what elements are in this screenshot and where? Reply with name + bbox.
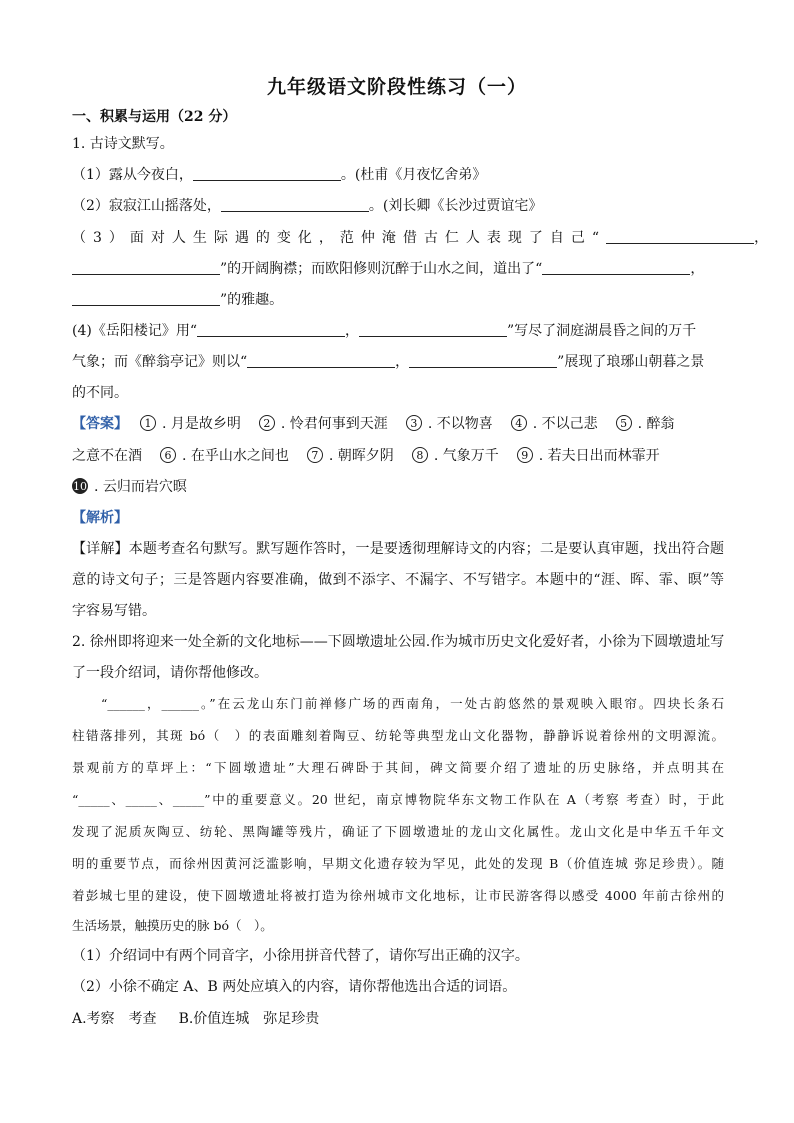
detail-line-1: 【详解】本题考查名句默写。默写题作答时，一是要透彻理解诗文的内容；二是要认真审题，找出符合题 (72, 541, 724, 557)
option-b[interactable]: B.价值连城 弥足珍贵 (178, 1011, 320, 1027)
q1-item-3-line1: （3）面对人生际遇的变化，范仲淹借古仁人表现了自己“ ， (72, 230, 769, 246)
detail-line-3: 字容易写错。 (72, 603, 156, 619)
question-2-sub-2: （2）小徐不确定 A、B 两处应填入的内容，请你帮他选出合适的词语。 (72, 979, 517, 995)
answer-line-1: 【答案】 1 . 月是故乡明 2 . 怜君何事到天涯 3 . 不以物喜 4 . 不以己悲 5 . 醉翁 (72, 416, 675, 432)
passage-line-7: 着彭城七里的建设，使下圆墩遗址将被打造为徐州城市文化地标，让市民游客得以感受 4000 年前古徐州的 (72, 888, 724, 903)
question-2-stem-line2: 了一段介绍词，请你帮他修改。 (72, 665, 268, 681)
q1-item-1: （1）露从今夜白， 。(杜甫《月夜忆舍弟》 (72, 167, 487, 183)
passage-line-4: “_____、_____、_____”中的重要意义。20 世纪，南京博物院华东文物工作队在 A（考察 考查）时，于此 (72, 792, 724, 807)
q1-item-4-line1: (4)《岳阳楼记》用“ ， ”写尽了洞庭湖晨昏之间的万千 (72, 323, 697, 339)
answer-blank[interactable] (359, 322, 507, 337)
answer-line-2: 之意不在酒 6 . 在乎山水之间也 7 . 朝晖夕阴 8 . 气象万千 9 . 若夫日出而林霏开 (72, 448, 660, 464)
q1-item-3-line3: ”的雅趣。 (72, 290, 724, 310)
answer-blank[interactable] (72, 260, 220, 275)
answer-blank[interactable] (247, 353, 395, 368)
passage-line-1: “______，______。”在云龙山东门前禅修广场的西南角，一处古韵悠然的景观映入眼帘。四块长条石 (72, 696, 724, 711)
answer-line-3: 10 . 云归而岩穴暝 (73, 479, 187, 495)
answer-blank[interactable] (221, 197, 369, 212)
passage-line-2: 柱错落排列，其斑 bó（ ）的表面雕刻着陶豆、纺轮等典型龙山文化器物，静静诉说着徐州的文明源流。 (72, 728, 724, 743)
option-a[interactable]: A.考察 考查 (72, 1011, 157, 1027)
q1-item-4-line2: 气象；而《醉翁亭记》则以“ ， ”展现了琅琊山朝暮之景 (72, 354, 705, 370)
answer-blank[interactable] (72, 291, 220, 306)
answer-blank[interactable] (409, 353, 557, 368)
passage-line-3: 景观前方的草坪上：“下圆墩遗址”大理石碑卧于其间，碑文简要介绍了遗址的历史脉络，并点明其在 (72, 760, 724, 775)
q1-item-3-line2: ”的开阔胸襟；而欧阳修则沉醉于山水之间，道出了“ ， (72, 259, 724, 279)
q1-item-4-line3: 的不同。 (72, 385, 128, 401)
question-2-stem-line1: 2. 徐州即将迎来一处全新的文化地标——下圆墩遗址公园.作为城市历史文化爱好者，小徐为下圆墩遗址写 (72, 634, 725, 650)
answer-tag: 【答案】 (72, 416, 128, 432)
page-title: 九年级语文阶段性练习（一） (266, 76, 527, 98)
q1-item-2: （2）寂寂江山摇落处， 。(刘长卿《长沙过贾谊宅》 (72, 198, 543, 214)
section-heading: 一、积累与运用（22 分） (72, 109, 237, 125)
question-2-sub-1: （1）介绍词中有两个同音字，小徐用拼音代替了，请你写出正确的汉字。 (72, 948, 529, 964)
answer-blank[interactable] (542, 260, 690, 275)
question-1-stem: 1. 古诗文默写。 (72, 136, 174, 152)
answer-blank[interactable] (606, 229, 754, 244)
options-line (72, 1008, 341, 1028)
detail-line-2: 意的诗文句子；三是答题内容要准确，做到不添字、不漏字、不写错字。本题中的“涯、晖、霏、暝”等 (72, 572, 724, 588)
answer-blank[interactable] (193, 166, 341, 181)
passage-line-5: 发现了泥质灰陶豆、纺轮、黑陶罐等残片，确证了下圆墩遗址的龙山文化属性。龙山文化是中华五千年文 (72, 824, 724, 839)
passage-line-8: 生活场景，触摸历史的脉 bó（ ）。 (72, 918, 273, 933)
analysis-tag: 【解析】 (72, 510, 128, 526)
answer-blank[interactable] (197, 322, 345, 337)
passage-line-6: 明的重要节点，而徐州因黄河泛滥影响，早期文化遗存较为罕见，此处的发现 B（价值连城 弥足珍贵）。随 (72, 856, 724, 871)
